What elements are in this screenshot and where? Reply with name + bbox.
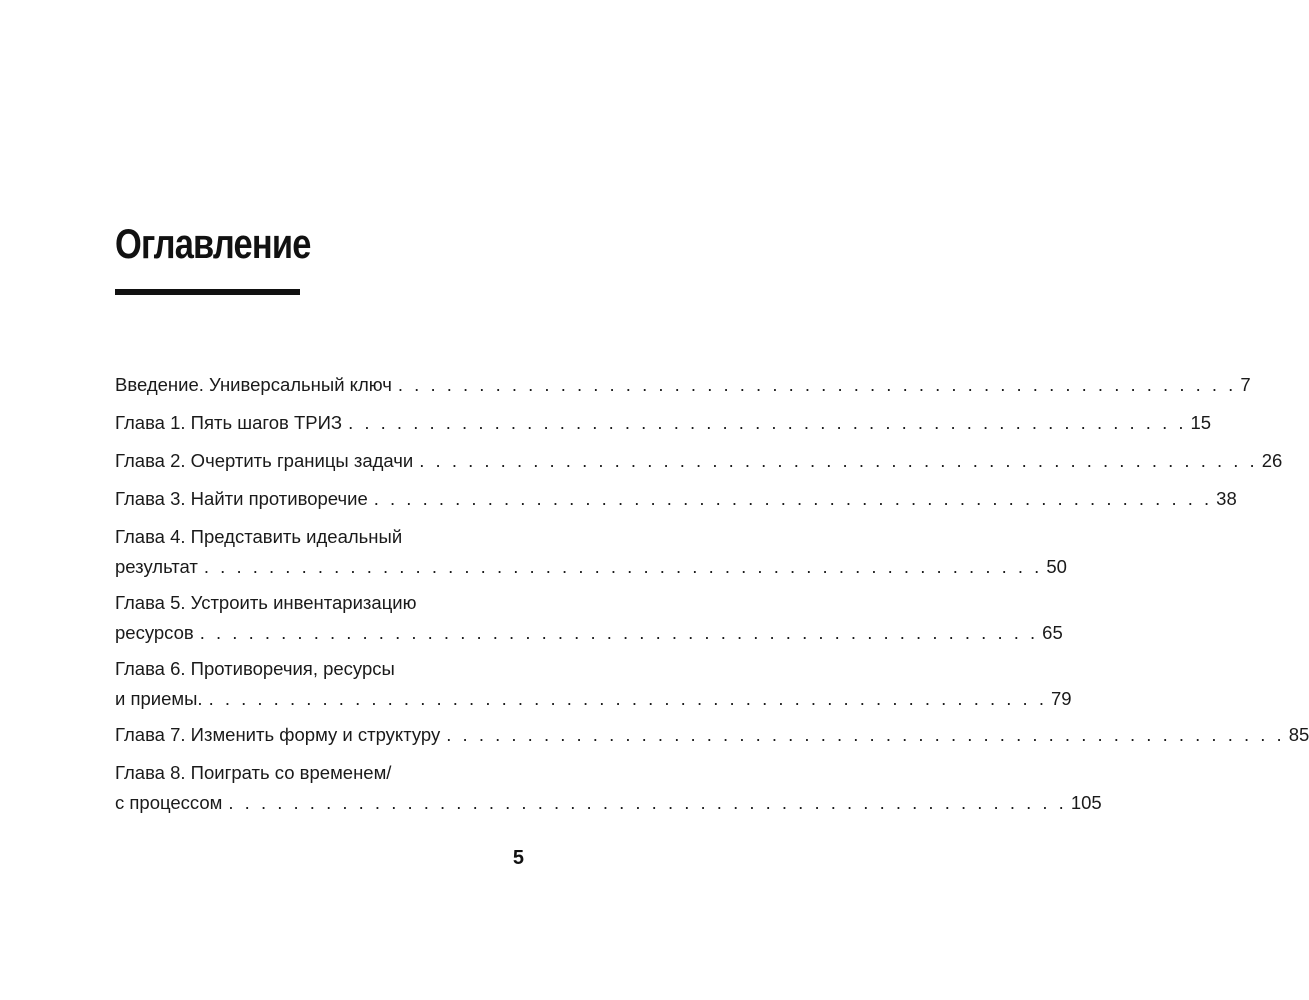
dot-leader: . . . . . . . . . . . . . . . . . . . . . . . . . . . . . . . . . . . . . . . . . . . . . . . . . . . .	[419, 450, 1258, 471]
toc-line	[115, 684, 1072, 714]
toc-entry-page: 65	[1042, 622, 1063, 643]
toc-entry-page: 26	[1261, 450, 1283, 471]
toc-entry-intro[interactable]	[115, 370, 1251, 400]
toc-entry-chapter-5[interactable]	[115, 588, 1063, 648]
toc-entry-title: Глава 5. Устроить инвентаризацию	[115, 592, 417, 613]
toc-entry-page: 79	[1050, 688, 1072, 709]
toc-line	[115, 618, 1063, 648]
dot-leader: . . . . . . . . . . . . . . . . . . . . . . . . . . . . . . . . . . . . . . . . . . . . . . . . . . . .	[208, 688, 1047, 709]
dot-leader: . . . . . . . . . . . . . . . . . . . . . . . . . . . . . . . . . . . . . . . . . . . . . . . . . . . .	[228, 792, 1067, 813]
dot-leader: . . . . . . . . . . . . . . . . . . . . . . . . . . . . . . . . . . . . . . . . . . . . . . . . . . . .	[199, 622, 1039, 643]
toc-line	[115, 522, 523, 552]
title-underline	[115, 289, 300, 295]
toc-entry-chapter-6[interactable]	[115, 654, 1072, 714]
toc-entry-page: 105	[1070, 792, 1102, 813]
toc-line	[115, 758, 523, 788]
toc-line	[115, 370, 1251, 400]
toc-entry-page: 85	[1288, 724, 1309, 745]
toc-line	[115, 720, 1309, 750]
toc-entry-chapter-1[interactable]	[115, 408, 1212, 438]
toc-entry-chapter-7[interactable]	[115, 720, 1309, 750]
dot-leader: . . . . . . . . . . . . . . . . . . . . . . . . . . . . . . . . . . . . . . . . . . . . . . . . . . . .	[446, 724, 1285, 745]
toc-entry-title: Глава 8. Поиграть со временем/	[115, 762, 392, 783]
toc-entry-title: Глава 2. Очертить границы задачи	[115, 450, 414, 471]
toc-entry-page: 38	[1216, 488, 1237, 509]
toc-entry-title: Глава 4. Представить идеальный	[115, 526, 403, 547]
toc-entry-page: 15	[1190, 412, 1212, 433]
toc-line	[115, 588, 523, 618]
dot-leader: . . . . . . . . . . . . . . . . . . . . . . . . . . . . . . . . . . . . . . . . . . . . . . . . . . . .	[397, 374, 1237, 395]
toc-entry-chapter-4[interactable]	[115, 522, 1067, 582]
toc-entry-page: 7	[1240, 374, 1251, 395]
dot-leader: . . . . . . . . . . . . . . . . . . . . . . . . . . . . . . . . . . . . . . . . . . . . . . . . . . . .	[203, 556, 1043, 577]
toc-entry-title: Введение. Универсальный ключ	[115, 374, 392, 395]
toc-entry-title-continued: и приемы.	[115, 688, 203, 709]
page-title: Оглавление	[115, 220, 311, 267]
dot-leader: . . . . . . . . . . . . . . . . . . . . . . . . . . . . . . . . . . . . . . . . . . . . . . . . . . . .	[348, 412, 1187, 433]
toc-line	[115, 484, 1237, 514]
toc-entry-chapter-8[interactable]	[115, 758, 1102, 818]
toc-entry-title-continued: ресурсов	[115, 622, 194, 643]
toc-entry-title: Глава 1. Пять шагов ТРИЗ	[115, 412, 343, 433]
toc-entry-chapter-3[interactable]	[115, 484, 1237, 514]
toc-entry-title-continued: результат	[115, 556, 198, 577]
page-number: 5	[512, 847, 524, 869]
toc-entry-title: Глава 3. Найти противоречие	[115, 488, 368, 509]
toc-line	[115, 654, 523, 684]
toc-line	[115, 446, 1283, 476]
toc-line	[115, 408, 1212, 438]
toc-line	[115, 788, 1102, 818]
toc-entry-chapter-2[interactable]	[115, 446, 1283, 476]
toc-entry-title-continued: с процессом	[115, 792, 223, 813]
toc-entry-page: 50	[1046, 556, 1067, 577]
toc-line	[115, 552, 1067, 582]
toc-entry-title: Глава 7. Изменить форму и структуру	[115, 724, 441, 745]
table-of-contents	[115, 370, 1309, 824]
dot-leader: . . . . . . . . . . . . . . . . . . . . . . . . . . . . . . . . . . . . . . . . . . . . . . . . . . . .	[373, 488, 1213, 509]
toc-entry-title: Глава 6. Противоречия, ресурсы	[115, 658, 395, 679]
